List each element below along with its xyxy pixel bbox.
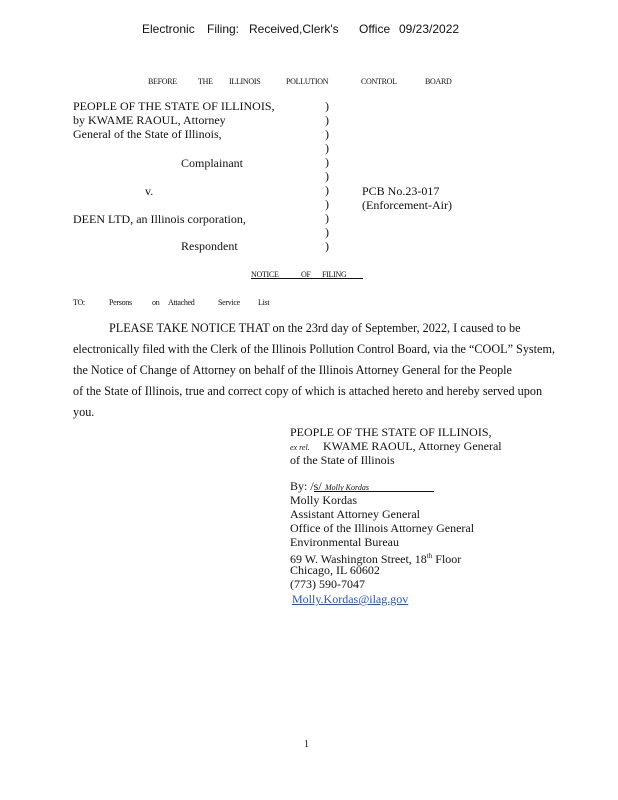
notice-title-word-of: OF (301, 270, 311, 279)
caption-paren: ) (325, 127, 329, 141)
sig-address-street-text: 69 W. Washington Street, 18 (290, 552, 427, 566)
defendant-name: DEEN LTD, an Illinois corporation, (73, 212, 246, 226)
caption-paren: ) (325, 183, 329, 197)
sig-title: Assistant Attorney General (290, 507, 420, 521)
sig-by-label: By: /s/ (290, 479, 322, 493)
plaintiff-line-1: PEOPLE OF THE STATE OF ILLINOIS, (73, 99, 275, 113)
plaintiff-line-2: by KWAME RAOUL, Attorney (73, 113, 226, 127)
board-word-board: BOARD (425, 77, 452, 86)
caption-paren: ) (325, 155, 329, 169)
to-word-on: on (152, 298, 160, 307)
to-label: TO: (73, 298, 85, 307)
sig-ex-rel: ex rel. (290, 443, 310, 452)
notice-title-word-filing: FILING (322, 270, 347, 279)
respondent-label: Respondent (181, 239, 238, 253)
sig-ag-line: KWAME RAOUL, Attorney General (323, 439, 502, 453)
board-word-illinois: ILLINOIS (229, 77, 261, 86)
to-word-list: List (258, 298, 270, 307)
sig-party-line: PEOPLE OF THE STATE OF ILLINOIS, (290, 425, 492, 439)
caption-paren: ) (325, 239, 329, 253)
board-word-before: BEFORE (148, 77, 177, 86)
complainant-label: Complainant (181, 156, 243, 170)
signature-line (314, 491, 434, 492)
stamp-electronic: Electronic (142, 22, 195, 36)
sig-name: Molly Kordas (290, 493, 357, 507)
stamp-date: 09/23/2022 (399, 22, 460, 36)
caption-paren: ) (325, 113, 329, 127)
sig-address-floor: Floor (435, 552, 462, 566)
board-word-the: THE (198, 77, 213, 86)
caption-paren: ) (325, 225, 329, 239)
sig-email-link[interactable]: Molly.Kordas@ilag.gov (292, 592, 409, 606)
caption-paren: ) (325, 141, 329, 155)
body-line-1: PLEASE TAKE NOTICE THAT on the 23rd day of September, 2022, I caused to be (109, 321, 521, 335)
caption-paren: ) (325, 197, 329, 211)
sig-signed-name: Molly Kordas (325, 483, 369, 492)
notice-title-underline (251, 278, 363, 279)
caption-paren: ) (325, 99, 329, 113)
stamp-received: Received,Clerk's (249, 22, 339, 36)
sig-address-city: Chicago, IL 60602 (290, 563, 380, 577)
stamp-filing: Filing: (207, 22, 240, 36)
stamp-office: Office (359, 22, 391, 36)
sig-state-line: of the State of Illinois (290, 453, 395, 467)
body-line-2: electronically filed with the Clerk of the Illinois Pollution Control Board, via the “COOL” System, (73, 342, 555, 356)
notice-title-word-notice: NOTICE (251, 270, 279, 279)
case-number: PCB No.23-017 (362, 184, 440, 198)
case-type: (Enforcement-Air) (362, 198, 452, 212)
sig-address-sup: th (426, 552, 433, 560)
caption-paren: ) (325, 211, 329, 225)
sig-office: Office of the Illinois Attorney General (290, 521, 475, 535)
board-word-pollution: POLLUTION (286, 77, 329, 86)
plaintiff-line-3: General of the State of Illinois, (73, 127, 222, 141)
to-word-persons: Persons (109, 298, 132, 307)
body-line-5: you. (73, 405, 95, 419)
to-word-attached: Attached (168, 298, 195, 307)
caption-paren: ) (325, 169, 329, 183)
versus: v. (145, 184, 154, 198)
body-line-4: of the State of Illinois, true and correct copy of which is attached hereto and hereby served upon (73, 384, 543, 398)
to-word-service: Service (218, 298, 240, 307)
sig-phone: (773) 590-7047 (290, 577, 365, 591)
page-number: 1 (304, 739, 309, 750)
body-line-3: the Notice of Change of Attorney on behalf of the Illinois Attorney General for the People (73, 363, 512, 377)
sig-bureau: Environmental Bureau (290, 535, 399, 549)
board-word-control: CONTROL (361, 77, 397, 86)
